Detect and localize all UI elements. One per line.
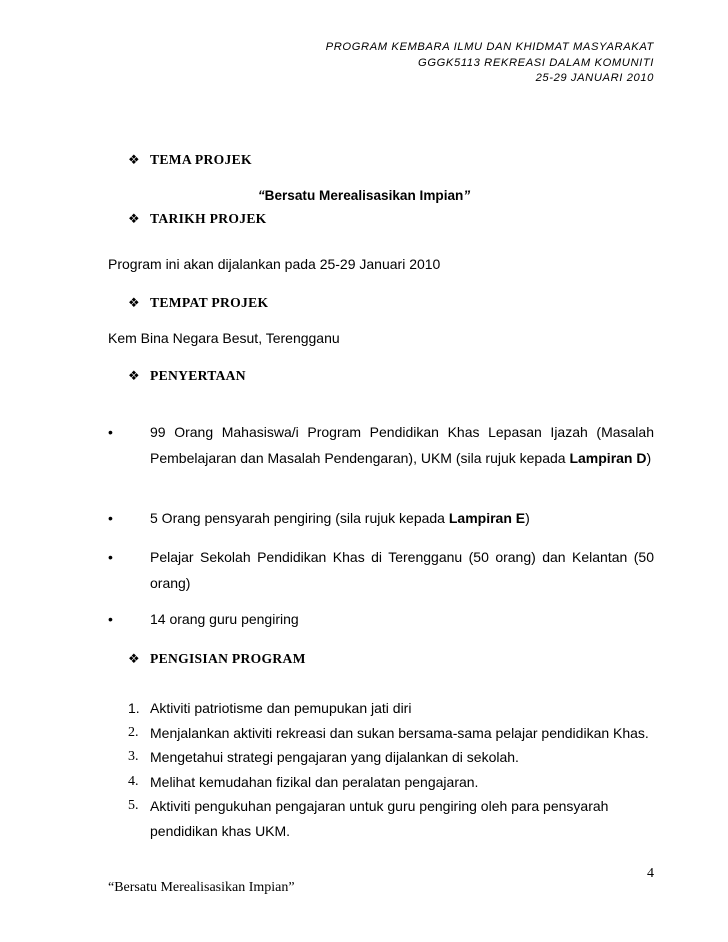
heading-label: TARIKH PROJEK — [150, 211, 267, 226]
heading-label: TEMA PROJEK — [150, 152, 252, 167]
heading-label: TEMPAT PROJEK — [150, 295, 269, 310]
bullet-dot-icon: • — [108, 510, 113, 526]
heading-tema-projek — [128, 152, 252, 168]
bullet-dot-icon: • — [108, 424, 113, 440]
item-bold-reference: Lampiran E — [448, 510, 526, 526]
list-item — [128, 745, 658, 770]
diamond-bullet-icon: ❖ — [128, 152, 140, 167]
list-item-text: Mengetahui strategi pengajaran yang dijalankan di sekolah. — [150, 749, 519, 765]
penyertaan-item — [108, 606, 654, 632]
list-number: 5. — [128, 798, 139, 813]
heading-tarikh-projek — [128, 211, 267, 227]
page-number: 4 — [647, 866, 654, 881]
header-course-code: GGGK5113 REKREASI DALAM KOMUNITI — [418, 56, 654, 69]
diamond-bullet-icon: ❖ — [128, 368, 140, 383]
list-item — [128, 794, 658, 843]
item-text-end: ) — [646, 450, 652, 466]
item-text: Pelajar Sekolah Pendidikan Khas di Terengganu (50 orang) dan Kelantan (50 orang) — [150, 549, 654, 591]
diamond-bullet-icon: ❖ — [128, 211, 140, 226]
list-item-text: Aktiviti patriotisme dan pemupukan jati diri — [150, 700, 412, 716]
list-item — [128, 721, 658, 746]
penyertaan-item — [108, 544, 654, 596]
list-number: 4. — [128, 773, 139, 789]
tempat-text: Kem Bina Negara Besut, Terengganu — [108, 330, 340, 346]
list-item-text: Menjalankan aktiviti rekreasi dan sukan bersama-sama pelajar pendidikan Khas. — [150, 724, 649, 741]
header-dates: 25-29 JANUARI 2010 — [535, 72, 654, 84]
list-item-text: Aktiviti pengukuhan pengajaran untuk guru pengiring oleh para pensyarah pendidikan khas UKM. — [150, 798, 609, 839]
list-item — [128, 770, 658, 795]
tarikh-text: Program ini akan dijalankan pada 25-29 Januari 2010 — [108, 256, 441, 272]
theme-quote-close: ” — [463, 188, 471, 203]
pengisian-list — [128, 696, 658, 843]
heading-pengisian-program — [128, 651, 306, 667]
heading-label: PENYERTAAN — [150, 368, 246, 383]
item-bold-reference: Lampiran D — [569, 450, 647, 466]
diamond-bullet-icon: ❖ — [128, 651, 140, 666]
bullet-dot-icon: • — [108, 549, 113, 565]
penyertaan-item — [108, 419, 654, 471]
item-text-end: ) — [525, 510, 530, 526]
page-header — [326, 40, 654, 87]
theme-quote-open: “ — [257, 188, 265, 203]
item-text: 5 Orang pensyarah pengiring (sila rujuk kepada — [150, 510, 449, 526]
penyertaan-item — [108, 505, 654, 531]
heading-penyertaan — [128, 368, 246, 384]
header-program-title: PROGRAM KEMBARA ILMU DAN KHIDMAT MASYARAKAT — [325, 41, 654, 53]
list-number: 2. — [128, 724, 139, 740]
project-theme — [0, 188, 728, 203]
theme-text: Bersatu Merealisasikan Impian — [264, 188, 464, 203]
page-footer: “Bersatu Merealisasikan Impian” — [108, 880, 295, 895]
diamond-bullet-icon: ❖ — [128, 295, 140, 310]
list-item-text: Melihat kemudahan fizikal dan peralatan pengajaran. — [150, 773, 479, 790]
heading-label: PENGISIAN PROGRAM — [150, 651, 306, 666]
list-number: 1. — [128, 700, 140, 716]
item-text: 14 orang guru pengiring — [150, 611, 299, 627]
heading-tempat-projek — [128, 295, 268, 311]
bullet-dot-icon: • — [108, 611, 113, 627]
item-text: 99 Orang Mahasiswa/i Program Pendidikan Khas Lepasan Ijazah (Masalah Pembelajaran dan Masalah Pendengaran), UKM (sila rujuk kepada — [150, 424, 654, 466]
list-item — [128, 696, 658, 721]
list-number: 3. — [128, 749, 139, 764]
